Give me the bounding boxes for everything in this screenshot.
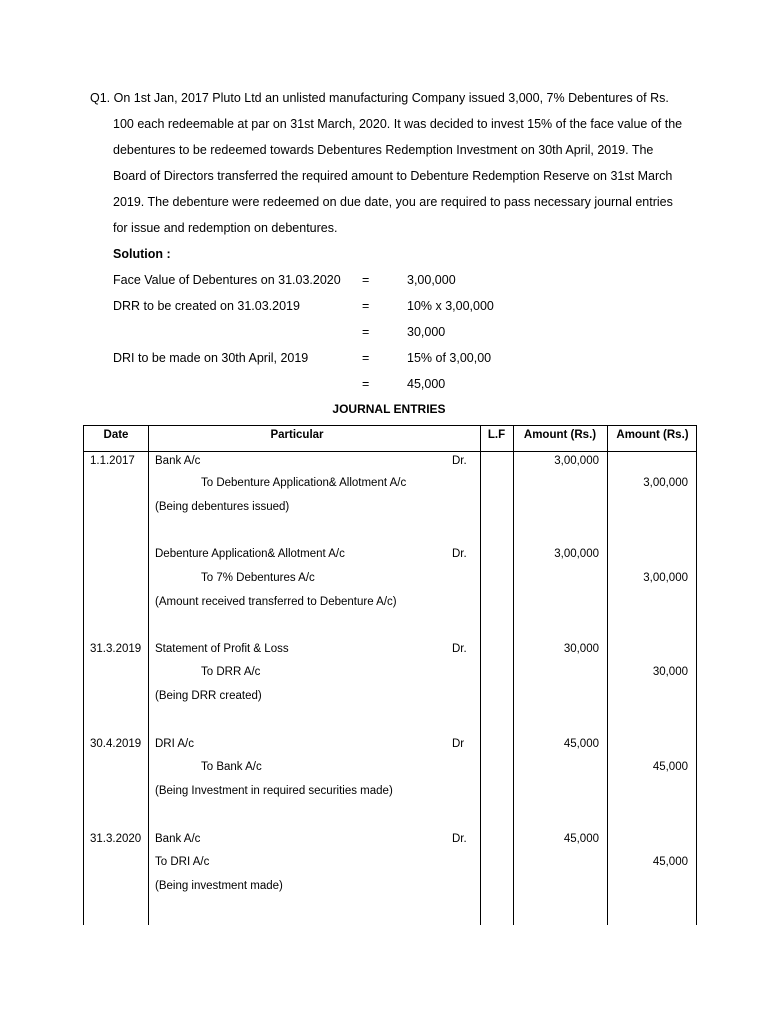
entry-dr-amount: 30,000 <box>563 643 599 655</box>
question-line: for issue and redemption on debentures. <box>113 221 338 235</box>
entry-date: 31.3.2019 <box>90 643 142 655</box>
entry-date: 30.4.2019 <box>90 738 142 750</box>
calc-equals: = <box>362 273 370 287</box>
question-line: 100 each redeemable at par on 31st March, 2020. It was decided to invest 15% of the face value of the <box>113 117 683 131</box>
question-line: Q1. On 1st Jan, 2017 Pluto Ltd an unlisted manufacturing Company issued 3,000, 7% Debentures of Rs. <box>90 91 669 105</box>
entry-date: 1.1.2017 <box>90 455 135 467</box>
header-divider <box>84 451 696 452</box>
calc-equals: = <box>362 299 370 313</box>
entry-debit-account: Bank A/c <box>155 833 201 845</box>
header-particular: Particular <box>270 429 324 441</box>
entry-dr-marker: Dr. <box>452 643 467 655</box>
calc-equals: = <box>362 377 370 391</box>
calc-value: 10% x 3,00,000 <box>407 299 494 313</box>
calc-value: 3,00,000 <box>407 273 456 287</box>
calc-label: DRI to be made on 30th April, 2019 <box>113 351 309 365</box>
calc-label: Face Value of Debentures on 31.03.2020 <box>113 273 341 287</box>
solution-heading: Solution : <box>113 247 171 261</box>
entry-date: 31.3.2020 <box>90 833 142 845</box>
calc-row <box>113 325 533 345</box>
question-line: Board of Directors transferred the required amount to Debenture Redemption Reserve on 31st March <box>113 169 673 183</box>
calc-equals: = <box>362 325 370 339</box>
calc-value: 30,000 <box>407 325 446 339</box>
header-date: Date <box>103 429 129 441</box>
column-divider <box>148 426 149 925</box>
entry-debit-account: Debenture Application& Allotment A/c <box>155 548 345 560</box>
column-divider <box>513 426 514 925</box>
calc-equals: = <box>362 351 370 365</box>
entry-narration: (Being Investment in required securities made) <box>155 785 393 797</box>
calc-value: 45,000 <box>407 377 446 391</box>
calc-row <box>113 377 533 397</box>
entry-credit-account: To DRI A/c <box>155 856 210 868</box>
entry-dr-marker: Dr. <box>452 833 467 845</box>
entry-dr-amount: 45,000 <box>563 738 599 750</box>
header-amount-dr: Amount (Rs.) <box>523 429 597 441</box>
calc-row <box>113 351 533 371</box>
entry-credit-account: To Debenture Application& Allotment A/c <box>201 477 407 489</box>
entry-narration: (Being investment made) <box>155 880 283 892</box>
calc-value: 15% of 3,00,00 <box>407 351 492 365</box>
entry-debit-account: Statement of Profit & Loss <box>155 643 289 655</box>
calc-row <box>113 273 533 293</box>
journal-table <box>83 425 697 925</box>
entry-narration: (Being DRR created) <box>155 690 262 702</box>
entry-dr-marker: Dr. <box>452 548 467 560</box>
question-line: debentures to be redeemed towards Debentures Redemption Investment on 30th April, 2019. The <box>113 143 654 157</box>
entry-dr-marker: Dr. <box>452 455 467 467</box>
entry-cr-amount: 45,000 <box>652 856 688 868</box>
entry-narration: (Being debentures issued) <box>155 501 290 513</box>
journal-title: JOURNAL ENTRIES <box>332 402 446 416</box>
header-amount-cr: Amount (Rs.) <box>616 429 689 441</box>
header-lf: L.F <box>487 429 506 441</box>
column-divider <box>607 426 608 925</box>
entry-dr-amount: 3,00,000 <box>554 548 599 560</box>
entry-credit-account: To DRR A/c <box>201 666 261 678</box>
entry-debit-account: Bank A/c <box>155 455 201 467</box>
entry-cr-amount: 45,000 <box>652 761 688 773</box>
entry-dr-marker: Dr <box>452 738 465 750</box>
entry-cr-amount: 3,00,000 <box>643 572 688 584</box>
entry-credit-account: To Bank A/c <box>201 761 262 773</box>
entry-dr-amount: 3,00,000 <box>554 455 599 467</box>
entry-dr-amount: 45,000 <box>563 833 599 845</box>
entry-credit-account: To 7% Debentures A/c <box>201 572 315 584</box>
column-divider <box>480 426 481 925</box>
question-line: 2019. The debenture were redeemed on due date, you are required to pass necessary journal entries <box>113 195 673 209</box>
entry-cr-amount: 3,00,000 <box>643 477 688 489</box>
entry-cr-amount: 30,000 <box>652 666 688 678</box>
entry-debit-account: DRI A/c <box>155 738 194 750</box>
entry-narration: (Amount received transferred to Debenture A/c) <box>155 596 397 608</box>
calc-label: DRR to be created on 31.03.2019 <box>113 299 300 313</box>
calc-row <box>113 299 533 319</box>
